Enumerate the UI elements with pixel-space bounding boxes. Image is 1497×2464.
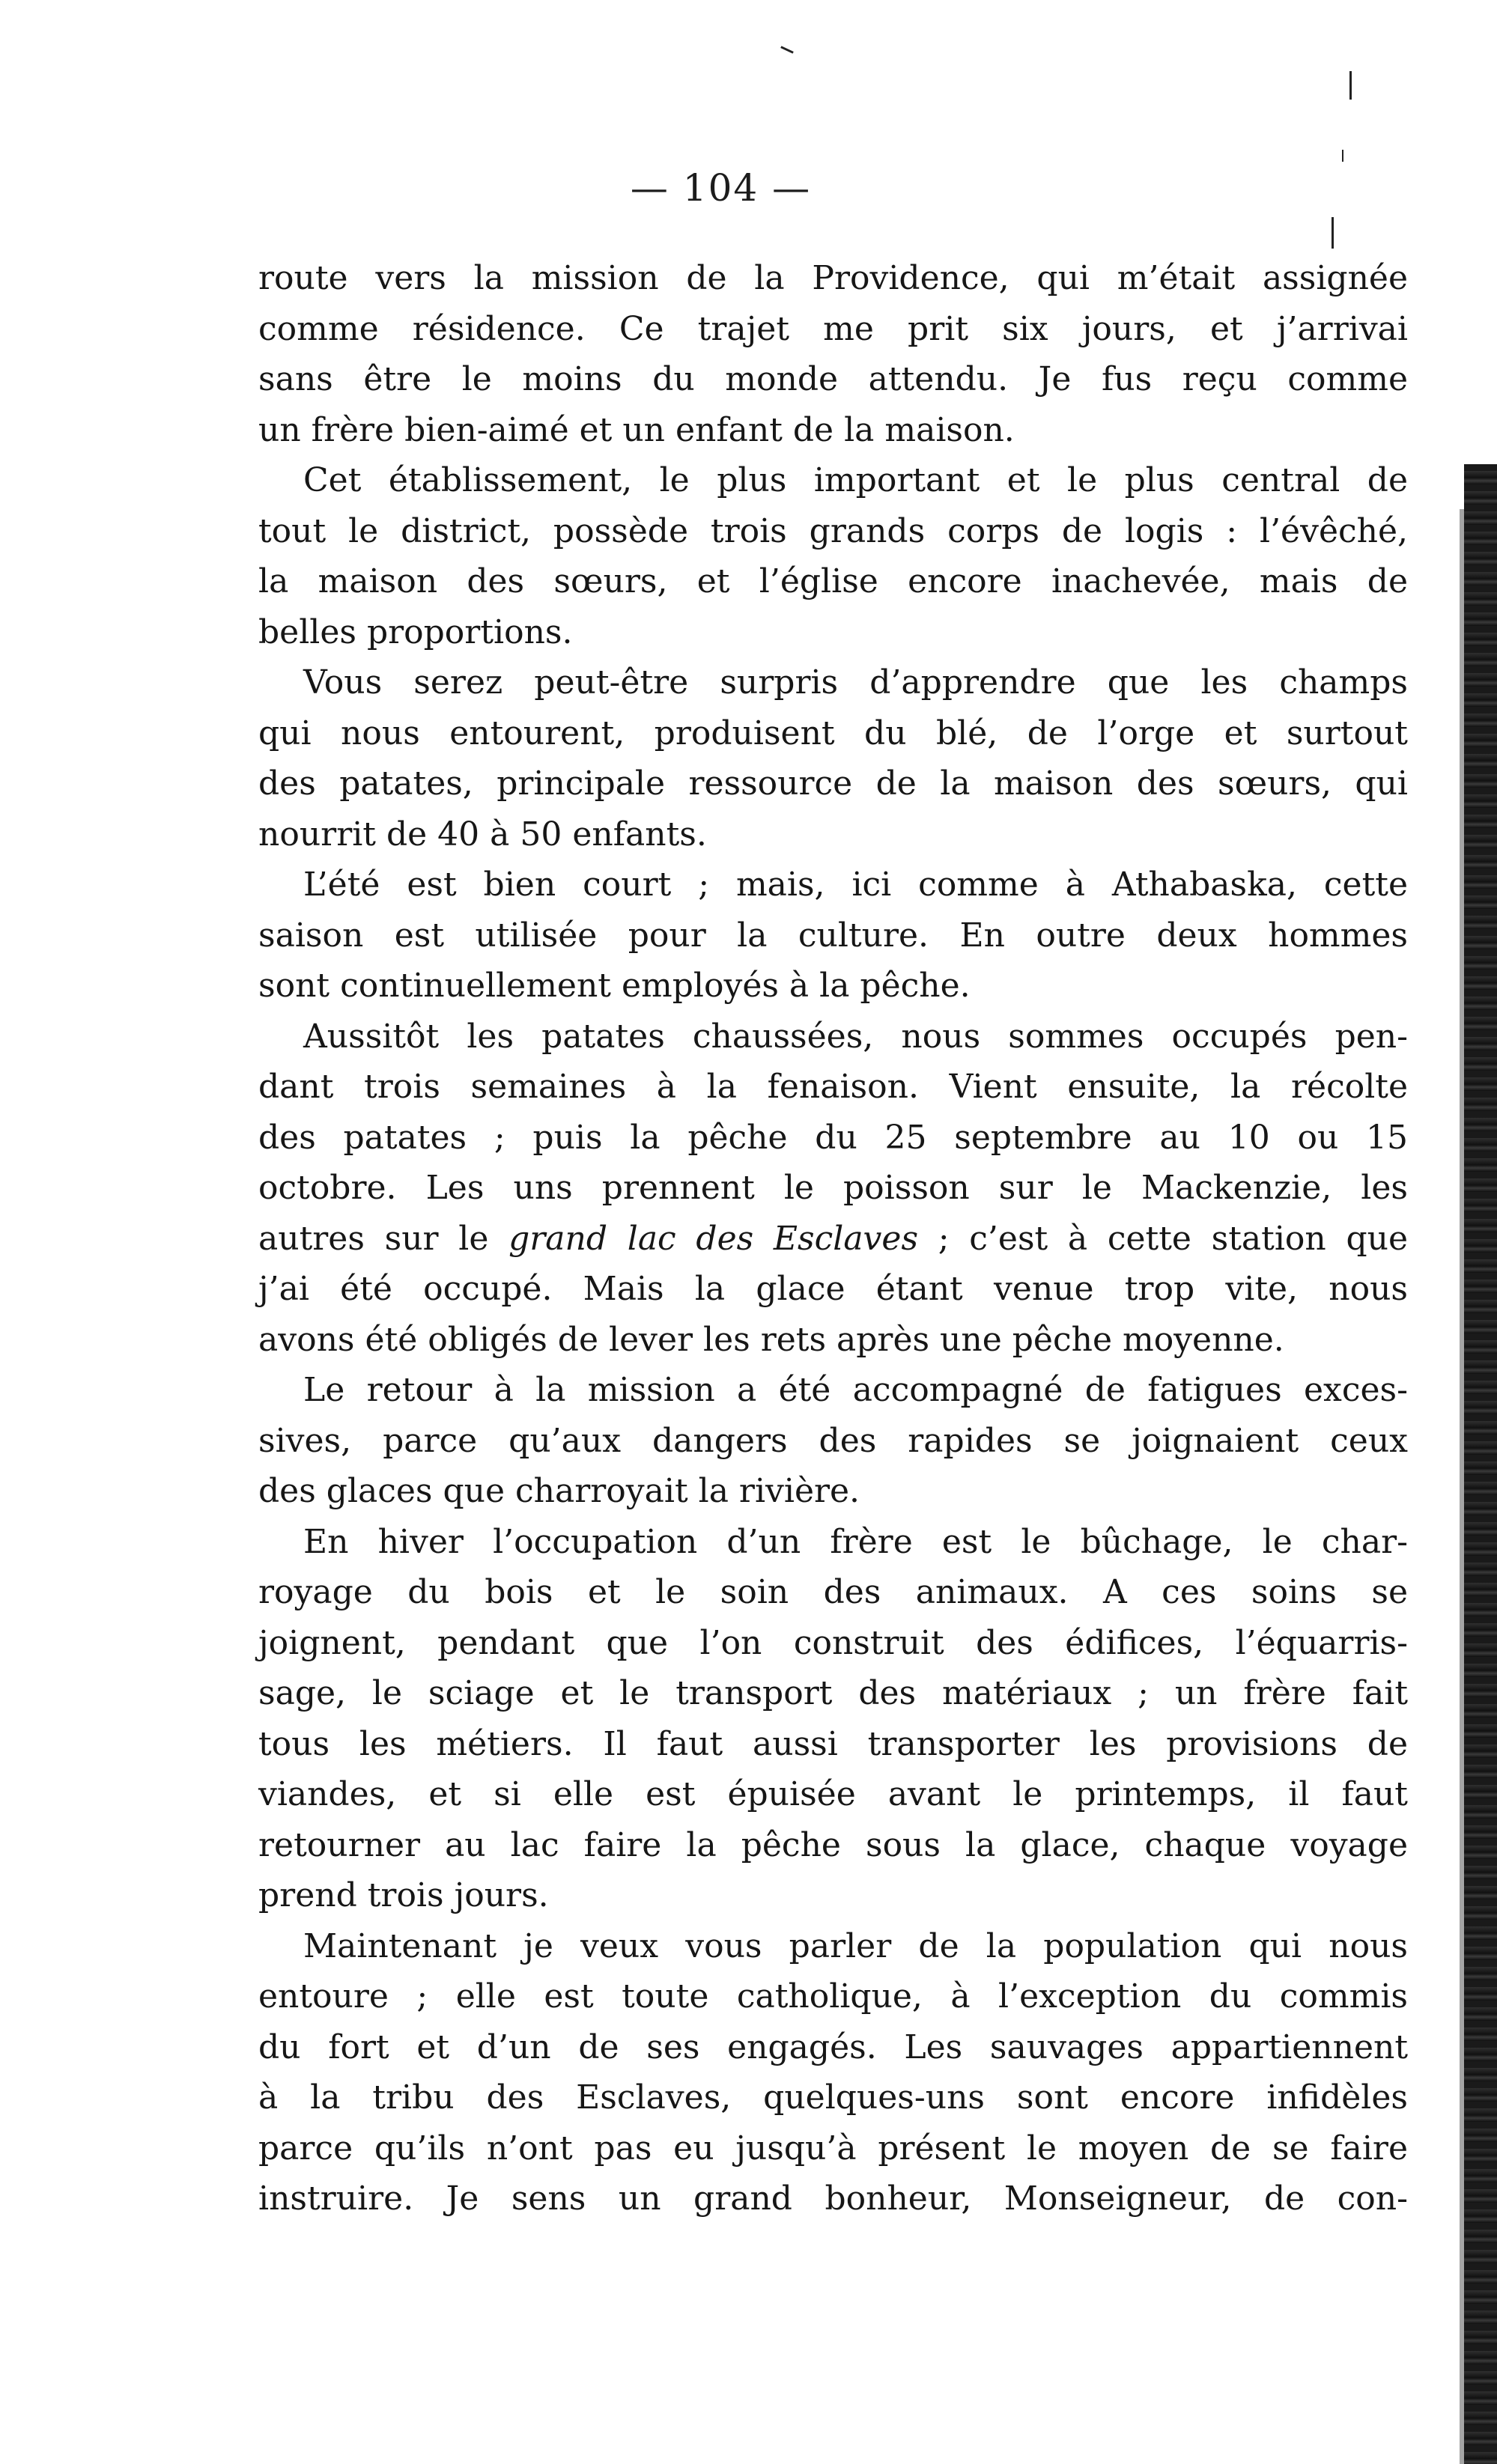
text-line: j’ai été occupé. Mais la glace étant venue trop vite, nous: [258, 1270, 1408, 1308]
text-line: tous les métiers. Il faut aussi transporter les provisions de: [258, 1724, 1408, 1763]
text-line: dant trois semaines à la fenaison. Vient ensuite, la récolte: [258, 1068, 1408, 1106]
text-line: sont continuellement employés à la pêche.: [258, 967, 971, 1005]
scan-speck: [1342, 150, 1343, 162]
text-line: saison est utilisée pour la culture. En outre deux hommes: [258, 916, 1408, 955]
text-line: viandes, et si elle est épuisée avant le printemps, il faut: [258, 1775, 1408, 1813]
scan-speck: [1349, 71, 1352, 100]
text-line: du fort et d’un de ses engagés. Les sauvages appartiennent: [258, 2028, 1408, 2066]
page-edge-shadow: [1464, 464, 1497, 2464]
text-line: des glaces que charroyait la rivière.: [258, 1472, 860, 1510]
body-text: [258, 253, 1408, 2224]
text-line: tout le district, possède trois grands corps de logis : l’évêché,: [258, 511, 1408, 550]
text-line: Maintenant je veux vous parler de la population qui nous: [303, 1926, 1408, 1965]
text-line: En hiver l’occupation d’un frère est le bûchage, le char-: [303, 1522, 1408, 1561]
text-line: comme résidence. Ce trajet me prit six jours, et j’arrivai: [258, 309, 1408, 348]
italic-phrase: grand lac des Esclaves: [508, 1219, 919, 1258]
text-line: à la tribu des Esclaves, quelques-uns sont encore infidèles: [258, 2078, 1408, 2117]
text-line: la maison des sœurs, et l’église encore inachevée, mais de: [258, 562, 1408, 600]
text-line: entoure ; elle est toute catholique, à l’exception du commis: [258, 1977, 1408, 2016]
text-line: sage, le sciage et le transport des matériaux ; un frère fait: [258, 1674, 1408, 1712]
text-line: Le retour à la mission a été accompagné de fatigues exces-: [303, 1371, 1408, 1409]
scan-speck: [780, 46, 794, 53]
text-line: des patates, principale ressource de la maison des sœurs, qui: [258, 764, 1408, 803]
text-line: royage du bois et le soin des animaux. A ces soins se: [258, 1573, 1408, 1611]
page-number: — 104 —: [630, 166, 812, 210]
text-line: avons été obligés de lever les rets après une pêche moyenne.: [258, 1320, 1284, 1359]
page-edge-line: [1460, 509, 1464, 2464]
text-line: autres sur le grand lac des Esclaves ; c’est à cette station que: [258, 1219, 1409, 1258]
text-line: Cet établissement, le plus important et le plus central de: [303, 461, 1408, 499]
scan-speck: [1331, 217, 1334, 249]
text-line: joignent, pendant que l’on construit des édifices, l’équarris-: [258, 1623, 1408, 1662]
text-line: nourrit de 40 à 50 enfants.: [258, 815, 707, 854]
text-line: sives, parce qu’aux dangers des rapides se joignaient ceux: [258, 1421, 1408, 1460]
text-line: prend trois jours.: [258, 1876, 549, 1914]
text-line: retourner au lac faire la pêche sous la glace, chaque voyage: [258, 1825, 1408, 1864]
text-line: belles proportions.: [258, 612, 573, 651]
text-line: Aussitôt les patates chaussées, nous sommes occupés pen-: [303, 1017, 1408, 1056]
text-line: qui nous entourent, produisent du blé, de l’orge et surtout: [258, 714, 1408, 752]
text-line: un frère bien-aimé et un enfant de la maison.: [258, 410, 1015, 449]
text-line: L’été est bien court ; mais, ici comme à Athabaska, cette: [303, 866, 1408, 904]
text-line: des patates ; puis la pêche du 25 septembre au 10 ou 15: [258, 1118, 1408, 1157]
text-line: instruire. Je sens un grand bonheur, Monseigneur, de con-: [258, 2179, 1408, 2218]
text-line: route vers la mission de la Providence, qui m’était assignée: [258, 259, 1408, 297]
text-line: parce qu’ils n’ont pas eu jusqu’à présent le moyen de se faire: [258, 2129, 1408, 2168]
text-line: Vous serez peut-être surpris d’apprendre que les champs: [303, 663, 1408, 702]
text-line: octobre. Les uns prennent le poisson sur le Mackenzie, les: [258, 1169, 1408, 1207]
text-line: sans être le moins du monde attendu. Je fus reçu comme: [258, 360, 1408, 398]
